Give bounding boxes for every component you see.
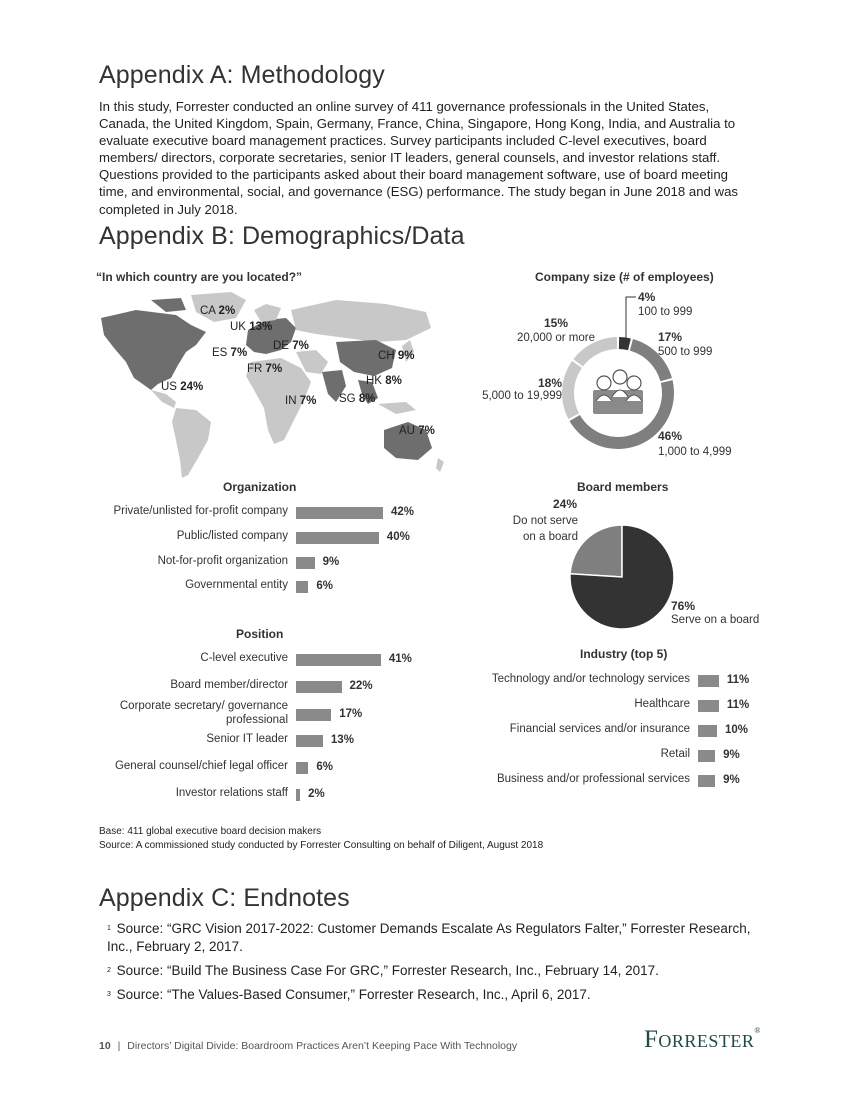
bar (296, 681, 342, 693)
board-cat-76: Serve on a board (671, 614, 760, 626)
bar (296, 557, 315, 569)
bar-label: Technology and/or technology services (491, 673, 690, 685)
company-size-label-17: 17% (658, 330, 683, 344)
map-north-america (101, 310, 206, 390)
endnote-1 (99, 920, 769, 956)
bar-value: 17% (339, 708, 363, 720)
board-members-pie (569, 524, 675, 630)
bar (296, 709, 331, 721)
bar-label: Healthcare (634, 698, 690, 710)
bar-label: Public/listed company (176, 530, 288, 542)
bar (296, 735, 323, 747)
bar-label: Not-for-profit organization (157, 555, 288, 567)
bar-label: Board member/director (170, 679, 288, 691)
company-size-label-15: 15% (543, 316, 569, 330)
bar-label: General counsel/chief legal officer (114, 760, 288, 772)
bar-label: Private/unlisted for-profit company (113, 505, 288, 517)
map-label-de: DE 7% (273, 340, 309, 352)
bar-value: 41% (388, 653, 412, 665)
people-icon-person-1 (597, 376, 611, 390)
bar-value: 9% (723, 774, 740, 786)
bar-value: 11% (726, 674, 750, 686)
bar (698, 725, 717, 737)
donut-slice (562, 361, 582, 419)
map-label-au: AU 7% (399, 425, 435, 437)
map-label-fr: FR 7% (247, 363, 283, 375)
base-note: Base: 411 global executive board decision makers (99, 826, 322, 837)
endnote-2-num: 2 (107, 967, 111, 974)
map-label-uk: UK 13% (230, 321, 273, 333)
bar (698, 700, 719, 712)
bar-value: 40% (386, 531, 410, 543)
bar-label: Governmental entity (185, 579, 288, 591)
board-cat-24: Do not serve on a board (512, 515, 578, 543)
map-label-ch: CH 9% (378, 350, 415, 362)
footer-separator: | (117, 1040, 121, 1052)
bar-value: 9% (322, 556, 340, 568)
bar-value: 10% (725, 724, 749, 736)
bar (698, 675, 719, 687)
company-size-cat-17: 500 to 999 (658, 346, 713, 358)
bar-label: Retail (660, 748, 690, 760)
board-members-title: Board members (577, 480, 669, 494)
organization-title: Organization (223, 480, 297, 494)
world-map (96, 290, 446, 485)
map-label-hk: HK 8% (366, 375, 402, 387)
bar-value: 22% (349, 680, 373, 692)
bar-value: 6% (316, 761, 334, 773)
bar (698, 750, 715, 762)
leader-line-4 (620, 295, 640, 341)
appendix-a-title: Appendix A: Methodology (99, 61, 385, 89)
bar-value: 11% (726, 699, 750, 711)
endnote-3 (99, 986, 769, 1004)
bar-value: 13% (330, 734, 354, 746)
world-map-graphic (96, 290, 446, 485)
map-south-america (172, 408, 211, 478)
board-label-76: 76% (671, 599, 696, 613)
company-size-title: Company size (# of employees) (535, 270, 714, 284)
map-new-zealand (436, 458, 444, 472)
map-indonesia (378, 402, 416, 414)
source-note: Source: A commissioned study conducted by Forrester Consulting on behalf of Diligent, August 2018 (99, 840, 544, 851)
company-size-cat-15: 20,000 or more (517, 332, 595, 344)
bar-value: 2% (308, 788, 325, 800)
bar-value: 42% (390, 506, 414, 518)
map-title: “In which country are you located?” (96, 270, 303, 284)
industry-title: Industry (top 5) (580, 647, 668, 661)
bar-label: Financial services and/or insurance (509, 723, 690, 735)
appendix-b-title: Appendix B: Demographics/Data (99, 222, 465, 250)
endnote-3-text: Source: “The Values-Based Consumer,” Forrester Research, Inc., April 6, 2017. (116, 987, 591, 1002)
endnote-1-num: 1 (107, 925, 111, 932)
endnote-1-text: Source: “GRC Vision 2017-2022: Customer Demands Escalate As Regulators Falter,” Forrester Research, Inc., February 2, 2017. (107, 921, 751, 954)
position-title: Position (236, 627, 284, 641)
board-label-24: 24% (552, 497, 578, 511)
bar-label: Business and/or professional services (496, 773, 690, 785)
bar (296, 789, 300, 801)
map-label-ca: CA 2% (200, 305, 236, 317)
map-label-es: ES 7% (212, 347, 248, 359)
bar-value: 6% (316, 580, 334, 592)
company-size-label-18: 18% (537, 376, 562, 390)
endnote-3-num: 3 (107, 991, 111, 998)
bar (296, 654, 381, 666)
endnote-2 (99, 962, 769, 980)
bar-label: C-level executive (200, 652, 288, 664)
endnote-2-text: Source: “Build The Business Case For GRC,” Forrester Research, Inc., February 14, 2017. (116, 963, 659, 978)
people-icon-person-2 (613, 370, 627, 384)
bar (296, 532, 379, 544)
bar-label: Senior IT leader (206, 733, 288, 745)
bar (296, 507, 383, 519)
map-arctic-islands (151, 298, 186, 312)
company-size-cat-4: 100 to 999 (638, 306, 693, 318)
bar (296, 762, 308, 774)
company-size-cat-18: 5,000 to 19,999 (482, 390, 562, 402)
map-label-sg: SG 8% (339, 393, 376, 405)
map-label-in: IN 7% (285, 395, 317, 407)
bar-label: Corporate secretary/ governance professional (119, 700, 288, 726)
footer (99, 1040, 517, 1052)
company-size-label-4: 4% (638, 290, 656, 304)
appendix-a-body: In this study, Forrester conducted an online survey of 411 governance professionals in the United States, Canada, the United Kingdom, Spain, Germany, France, China, Singapore, Hong Kong, India, and Australia to evaluate executive board management practices. Survey participants included C-level executives, board members/ directors, corporate secretaries, senior IT leaders, general counsels, and investor relations staff. Questions provided to the participants asked about their board management software, use of board meeting time, and environmental, social, and governance (ESG) performance. The study began in June 2018 and was completed in July 2018. (99, 99, 738, 217)
footer-doc-title: Directors’ Digital Divide: Boardroom Practices Aren’t Keeping Pace With Technology (127, 1040, 518, 1052)
bar (698, 775, 715, 787)
company-size-cat-46: 1,000 to 4,999 (658, 446, 732, 458)
map-russia (291, 300, 431, 342)
forrester-logo: Forrester® (644, 1026, 761, 1053)
page-number: 10 (99, 1040, 111, 1052)
bar-label: Investor relations staff (175, 787, 288, 799)
bar (296, 581, 308, 593)
appendix-c-title: Appendix C: Endnotes (99, 884, 350, 912)
map-label-us: US 24% (161, 381, 204, 393)
bar-value: 9% (723, 749, 740, 761)
company-size-label-46: 46% (658, 429, 683, 443)
people-icon-person-3 (627, 376, 641, 390)
